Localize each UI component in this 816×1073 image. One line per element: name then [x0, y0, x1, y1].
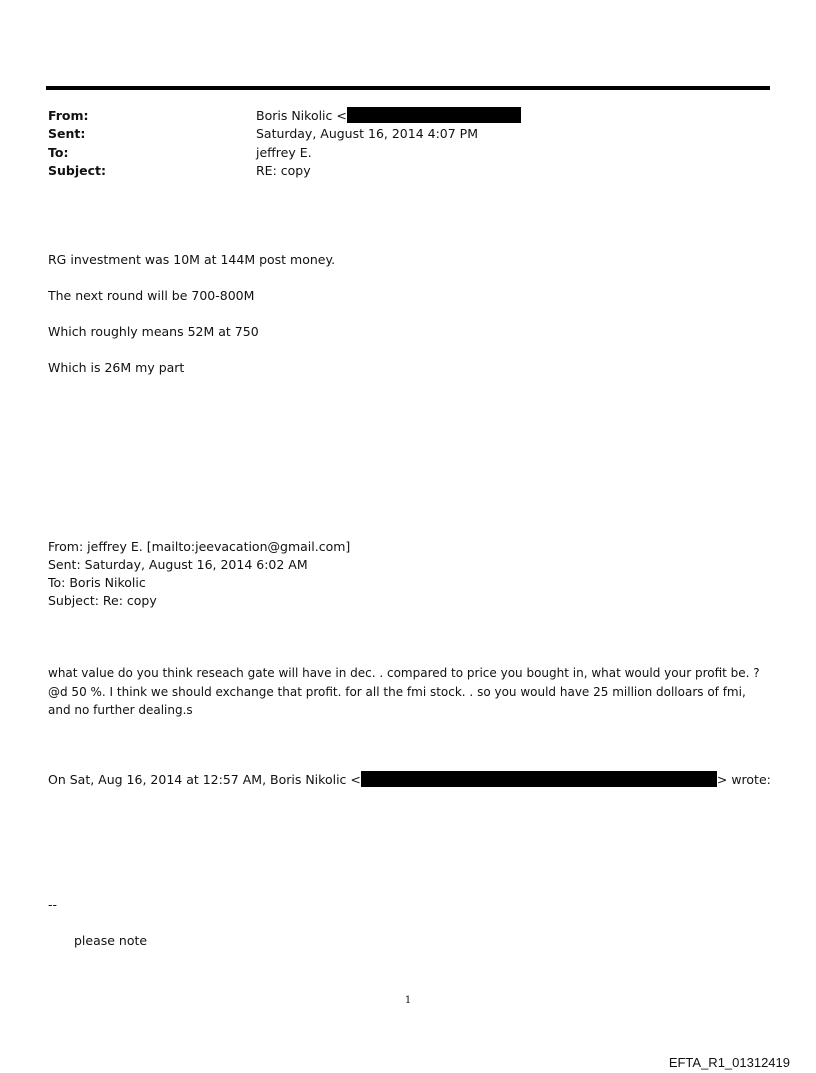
from-label: From: [48, 108, 89, 123]
from-value [256, 107, 521, 125]
body-line: The next round will be 700-800M [48, 288, 255, 303]
quoted-from: From: jeffrey E. [mailto:jeevacation@gmail.com] [48, 539, 351, 554]
quoted-message-line: what value do you think reseach gate will have in dec. . compared to price you bought in, what would your profit be. ? [48, 666, 760, 680]
to-label: To: [48, 145, 69, 160]
from-name: Boris Nikolic < [256, 108, 347, 123]
body-line: Which is 26M my part [48, 360, 185, 375]
page-number: 1 [404, 995, 412, 1006]
sent-label: Sent: [48, 126, 86, 141]
header-rule [46, 86, 770, 90]
quoted-message-line: @d 50 %. I think we should exchange that profit. for all the fmi stock. . so you would have 25 million dolloars of fmi, [48, 685, 746, 699]
document-id: EFTA_R1_01312419 [668, 1055, 790, 1070]
quoted-to: To: Boris Nikolic [48, 575, 146, 590]
attribution-suffix: > wrote: [716, 772, 771, 787]
signature-note: please note [74, 933, 148, 948]
body-line: Which roughly means 52M at 750 [48, 324, 259, 339]
subject-value: RE: copy [256, 163, 311, 178]
quoted-subject: Subject: Re: copy [48, 593, 157, 608]
body-line: RG investment was 10M at 144M post money. [48, 252, 336, 267]
sent-value: Saturday, August 16, 2014 4:07 PM [256, 126, 478, 141]
quoted-message-line: and no further dealing.s [48, 703, 193, 717]
subject-label: Subject: [48, 163, 106, 178]
redaction-box [361, 771, 717, 787]
attribution-prefix: On Sat, Aug 16, 2014 at 12:57 AM, Boris Nikolic < [48, 772, 361, 787]
redaction-box [347, 107, 521, 123]
quoted-sent: Sent: Saturday, August 16, 2014 6:02 AM [48, 557, 308, 572]
quoted-attribution [48, 771, 771, 789]
to-value: jeffrey E. [256, 145, 312, 160]
signature-separator: -- [48, 897, 58, 912]
